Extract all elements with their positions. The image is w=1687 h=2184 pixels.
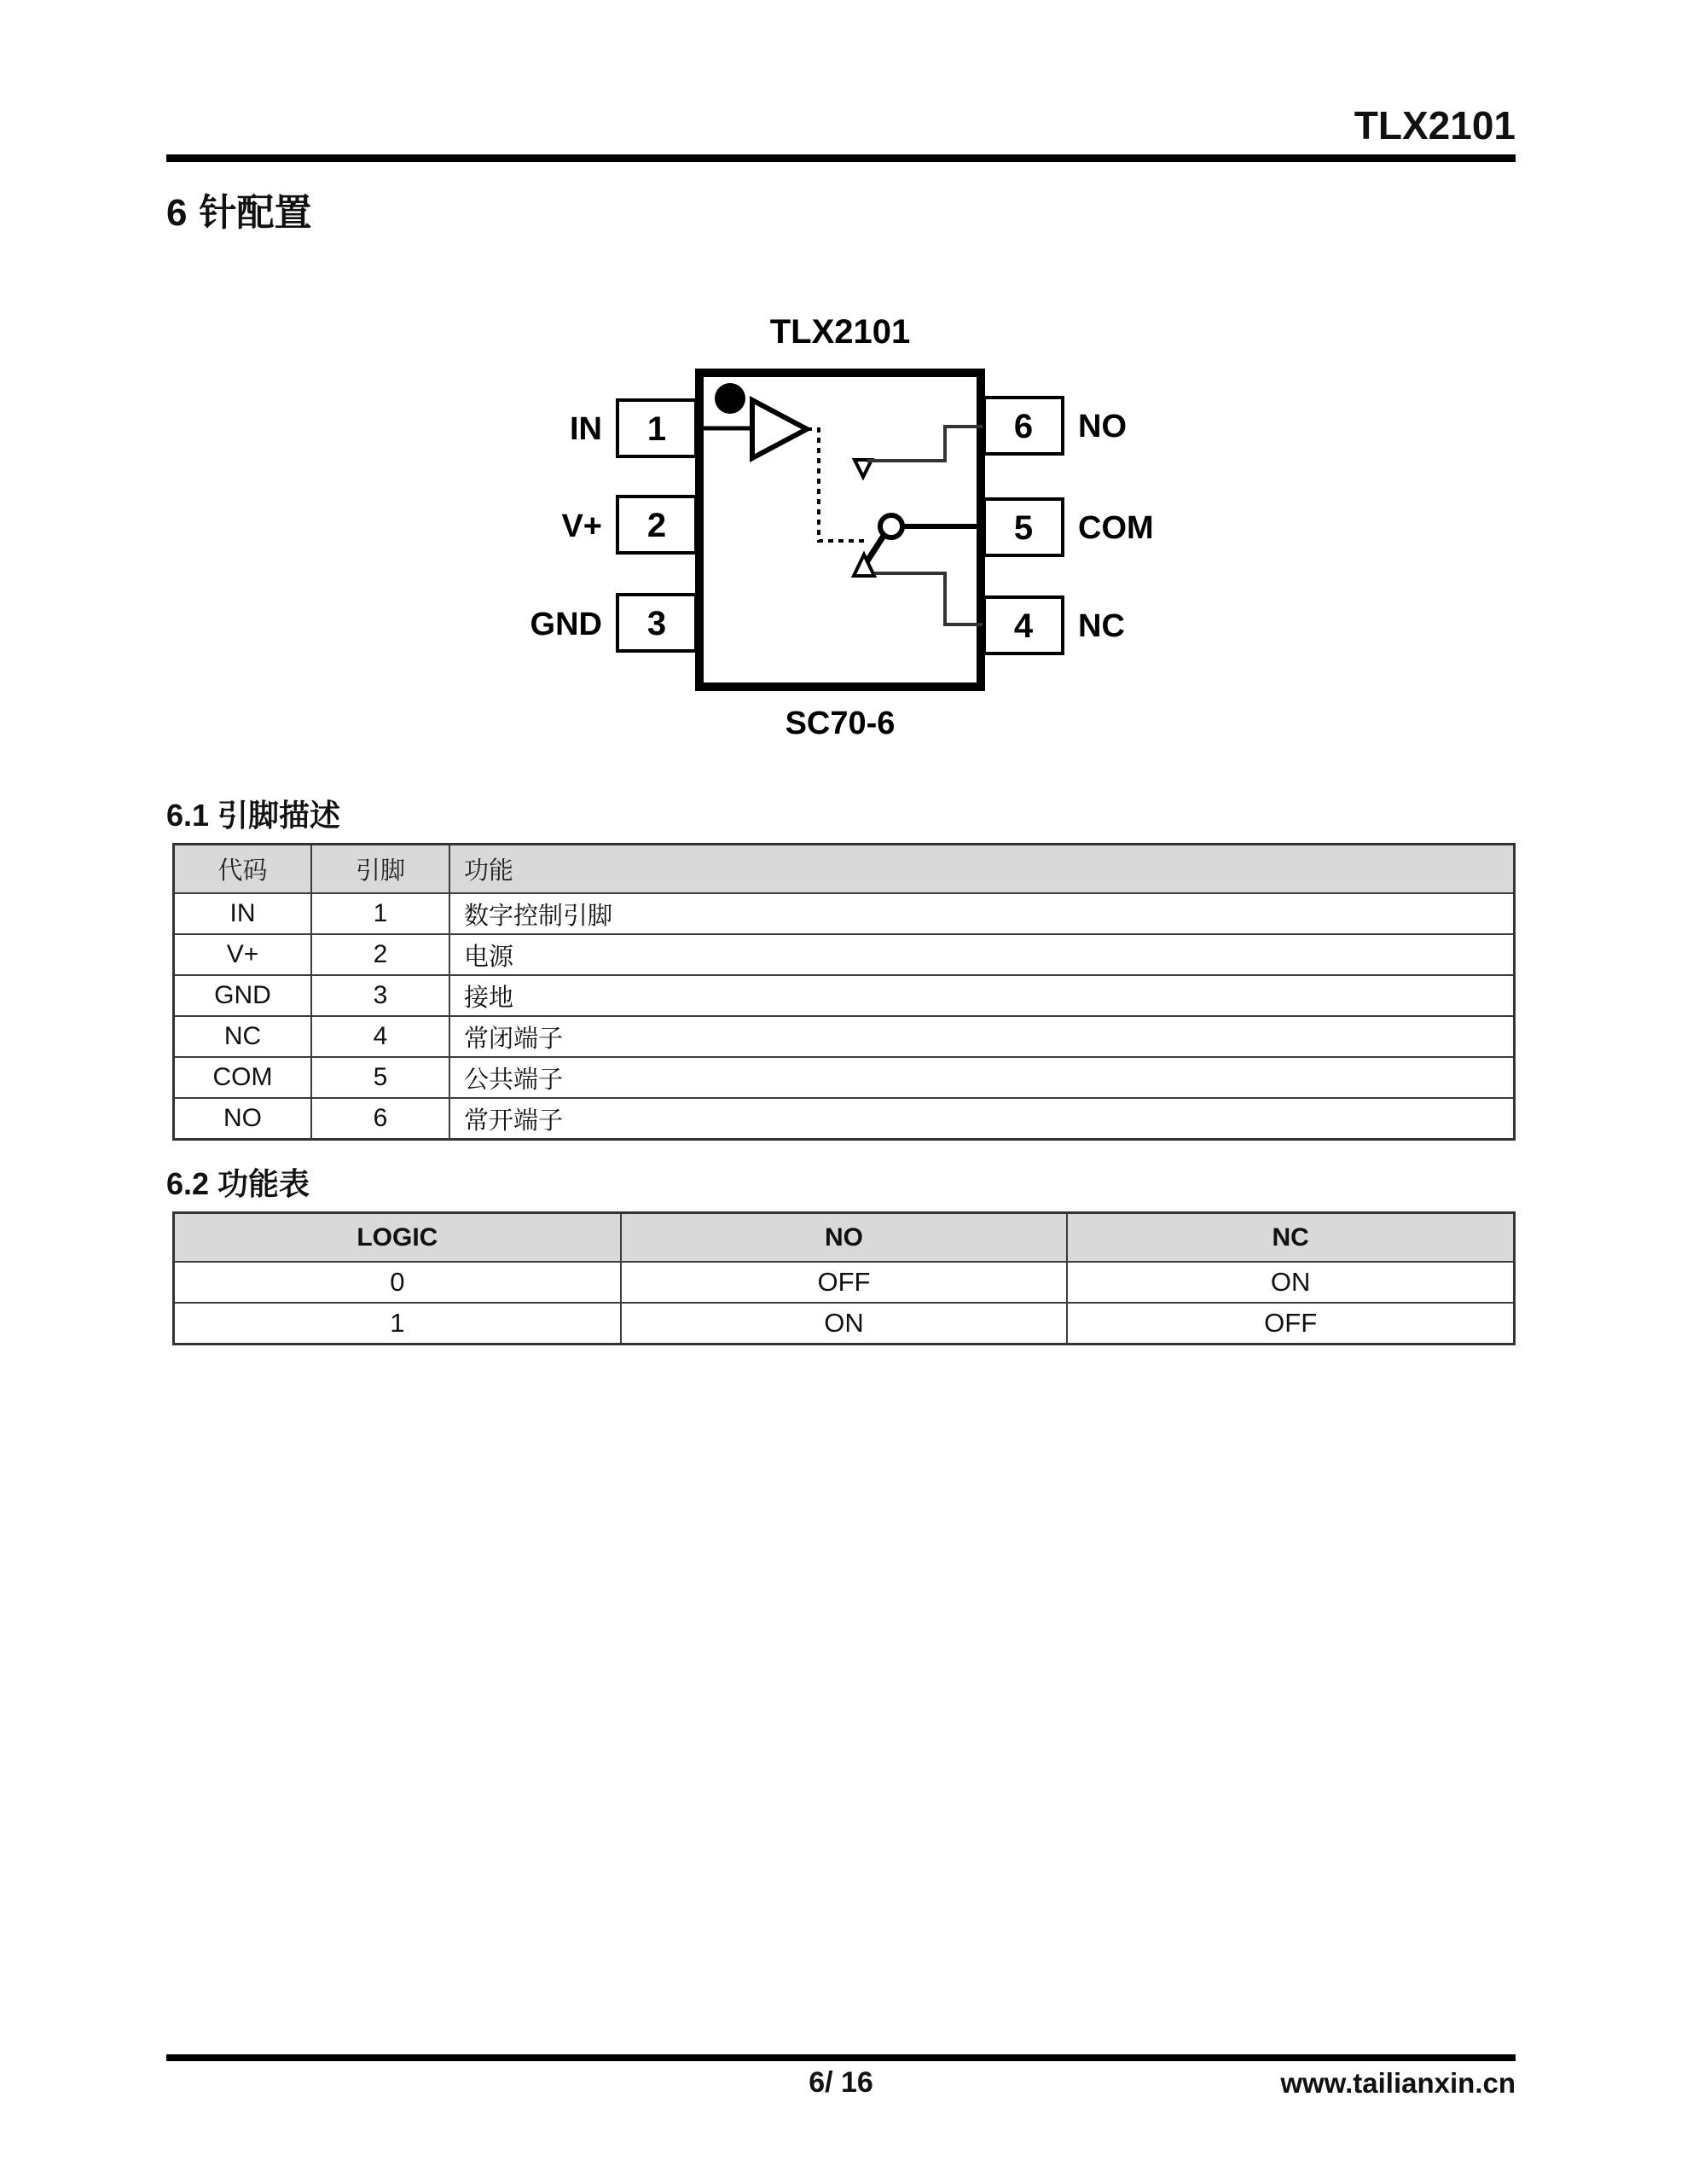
pin-number-2: 2 [646, 507, 667, 544]
cell-code: COM [174, 1057, 312, 1098]
cell-pin: 1 [311, 893, 449, 934]
column-header-function: 功能 [449, 845, 1515, 894]
cell-function: 数字控制引脚 [449, 893, 1515, 934]
column-header-logic: LOGIC [174, 1213, 621, 1263]
pin1-indicator-dot [715, 383, 745, 414]
cell-function: 常闭端子 [449, 1016, 1515, 1057]
package-name: SC70-6 [785, 706, 896, 741]
cell-function: 接地 [449, 975, 1515, 1016]
page-number: 6/ 16 [809, 2066, 873, 2099]
pin-label-com: COM [1078, 510, 1154, 546]
cell-function: 常开端子 [449, 1098, 1515, 1140]
header-rule [166, 154, 1516, 162]
table-row [174, 1057, 1515, 1098]
section-heading-pin-description [166, 800, 340, 831]
column-header-no: NO [621, 1213, 1068, 1263]
column-header-pin: 引脚 [311, 845, 449, 894]
column-header-nc: NC [1067, 1213, 1514, 1263]
table-row [174, 975, 1515, 1016]
cell-nc-state: ON [1067, 1262, 1514, 1303]
website-url: www.tailianxin.cn [1280, 2067, 1516, 2099]
cell-code: GND [174, 975, 312, 1016]
cell-pin: 6 [311, 1098, 449, 1140]
section-heading-function-table [166, 1166, 310, 1201]
switch-pole-icon [880, 515, 902, 537]
pin-label-vplus: V+ [561, 508, 602, 544]
table-row [174, 893, 1515, 934]
pin-number-1: 1 [646, 410, 667, 448]
pin-label-nc: NC [1078, 608, 1125, 644]
cell-pin: 5 [311, 1057, 449, 1098]
cell-no-state: ON [621, 1303, 1068, 1345]
section-title: 针配置 [199, 192, 312, 234]
chip-body [699, 373, 981, 687]
subsection-number: 6.2 [166, 1166, 210, 1201]
pin-label-in: IN [570, 411, 602, 447]
subsection-title: 引脚描述 [217, 798, 341, 833]
table-header-row [174, 845, 1515, 894]
footer-rule [166, 2054, 1516, 2061]
table-header-row [174, 1213, 1515, 1263]
column-header-code: 代码 [174, 845, 312, 894]
subsection-number: 6.1 [166, 798, 210, 833]
pin-label-no: NO [1078, 409, 1127, 444]
cell-logic: 0 [174, 1262, 621, 1303]
pin-number-3: 3 [646, 605, 667, 642]
diagram-chip-title: TLX2101 [769, 313, 911, 351]
cell-code: V+ [174, 934, 312, 975]
pin-number-4: 4 [1013, 607, 1034, 645]
cell-logic: 1 [174, 1303, 621, 1345]
cell-pin: 2 [311, 934, 449, 975]
subsection-title: 功能表 [217, 1166, 310, 1201]
table-row [174, 1098, 1515, 1140]
table-row [174, 1016, 1515, 1057]
cell-no-state: OFF [621, 1262, 1068, 1303]
function-table [172, 1211, 1516, 1345]
pin-label-gnd: GND [530, 607, 602, 642]
cell-code: IN [174, 893, 312, 934]
section-heading-pin-configuration [166, 192, 312, 234]
page-title: TLX2101 [1354, 103, 1516, 148]
cell-nc-state: OFF [1067, 1303, 1514, 1345]
cell-function: 公共端子 [449, 1057, 1515, 1098]
cell-function: 电源 [449, 934, 1515, 975]
cell-pin: 3 [311, 975, 449, 1016]
cell-pin: 4 [311, 1016, 449, 1057]
pin-configuration-diagram [426, 299, 1279, 759]
cell-code: NC [174, 1016, 312, 1057]
table-row [174, 1303, 1515, 1345]
table-row [174, 1262, 1515, 1303]
cell-code: NO [174, 1098, 312, 1140]
pin-number-5: 5 [1013, 509, 1034, 547]
pin-number-6: 6 [1013, 408, 1034, 445]
table-row [174, 934, 1515, 975]
section-number: 6 [166, 192, 188, 234]
pin-description-table [172, 843, 1516, 1141]
